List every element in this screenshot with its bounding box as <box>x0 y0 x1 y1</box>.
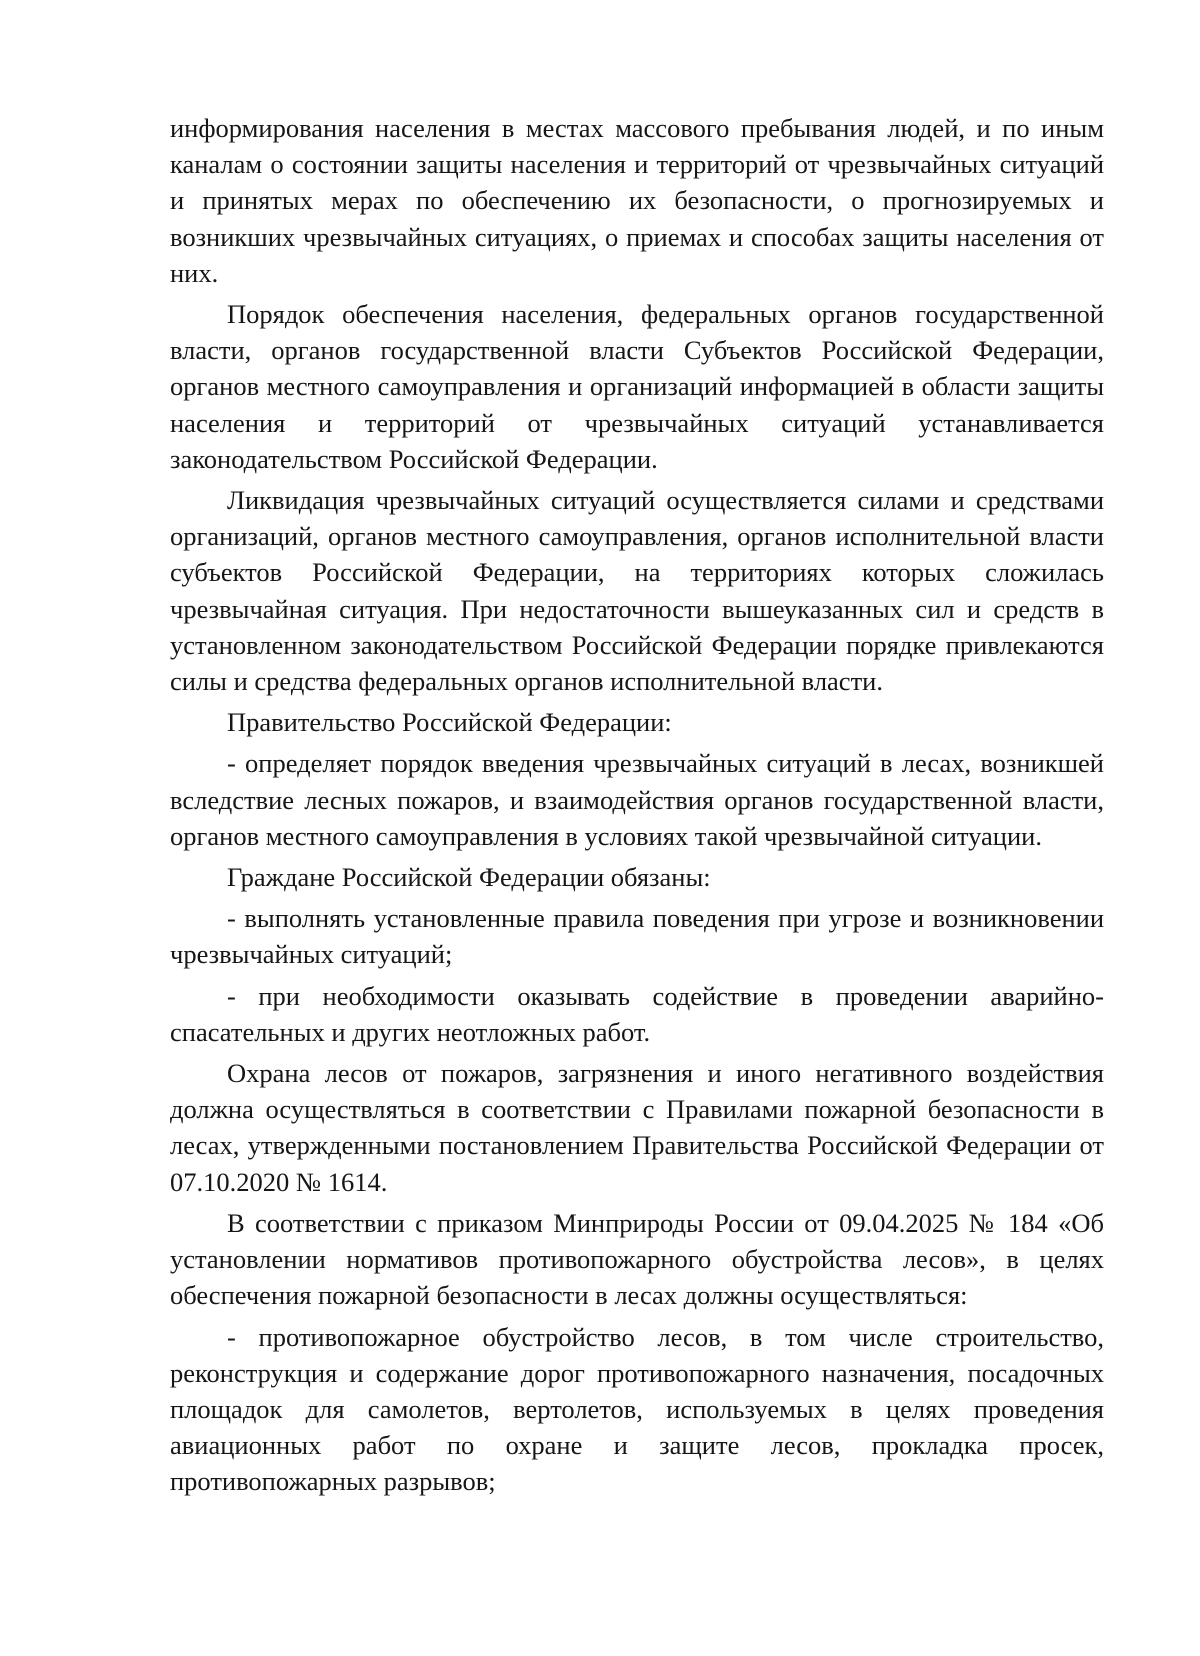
paragraph-forest-protection-rules: Охрана лесов от пожаров, загрязнения и иного негативного воздействия должна осуществляться в соответствии с Правилами пожарной безопасности в лесах, утвержденными постановлением Правительства Российской Федерации от 07.10.2020 № 1614. <box>170 1058 1104 1197</box>
paragraph-government-heading: Правительство Российской Федерации: <box>227 707 672 738</box>
paragraph-emergency-liquidation: Ликвидация чрезвычайных ситуаций осуществляется силами и средствами организаций, органов местного самоуправления, органов исполнительной власти субъектов Российской Федерации, на территориях которых сложилась чрезвычайная ситуация. При недостаточности вышеуказанных сил и средств в установленном законодательством Российской Федерации порядке привлекаются силы и средства федеральных органов исполнительной власти. <box>170 485 1104 697</box>
list-item-government-duty: - определяет порядок введения чрезвычайных ситуаций в лесах, возникшей вследствие лесных пожаров, и взаимодействия органов государственной власти, органов местного самоуправления в условиях такой чрезвычайной ситуации. <box>170 748 1104 851</box>
list-item-citizens-rules: - выполнять установленные правила поведения при угрозе и возникновении чрезвычайных ситуаций; <box>170 903 1104 970</box>
paragraph-citizens-heading: Граждане Российской Федерации обязаны: <box>227 862 711 893</box>
paragraph-information-procedure: Порядок обеспечения населения, федеральных органов государственной власти, органов государственной власти Субъектов Российской Федерации, органов местного самоуправления и организаций информацией в области защиты населения и территорий от чрезвычайных ситуаций устанавливается законодательством Российской Федерации. <box>170 299 1104 474</box>
paragraph-public-information-continuation: информирования населения в местах массового пребывания людей, и по иным каналам о состоянии защиты населения и территорий от чрезвычайных ситуаций и принятых мерах по обеспечению их безопасности, о прогнозируемых и возникших чрезвычайных ситуациях, о приемах и способах защиты населения от них. <box>170 113 1104 288</box>
list-item-fire-prevention-infrastructure: - противопожарное обустройство лесов, в том числе строительство, реконструкция и содержание дорог противопожарного назначения, посадочных площадок для самолетов, вертолетов, используемых в целях проведения авиационных работ по охране и защите лесов, прокладка просек, противопожарных разрывов; <box>170 1321 1104 1497</box>
paragraph-ministry-order: В соответствии с приказом Минприроды России от 09.04.2025 № 184 «Об установлении нормативов противопожарного обустройства лесов», в целях обеспечения пожарной безопасности в лесах должны осуществляться: <box>170 1207 1104 1311</box>
list-item-citizens-assistance: - при необходимости оказывать содействие в проведении аварийно-спасательных и других неотложных работ. <box>170 980 1104 1047</box>
